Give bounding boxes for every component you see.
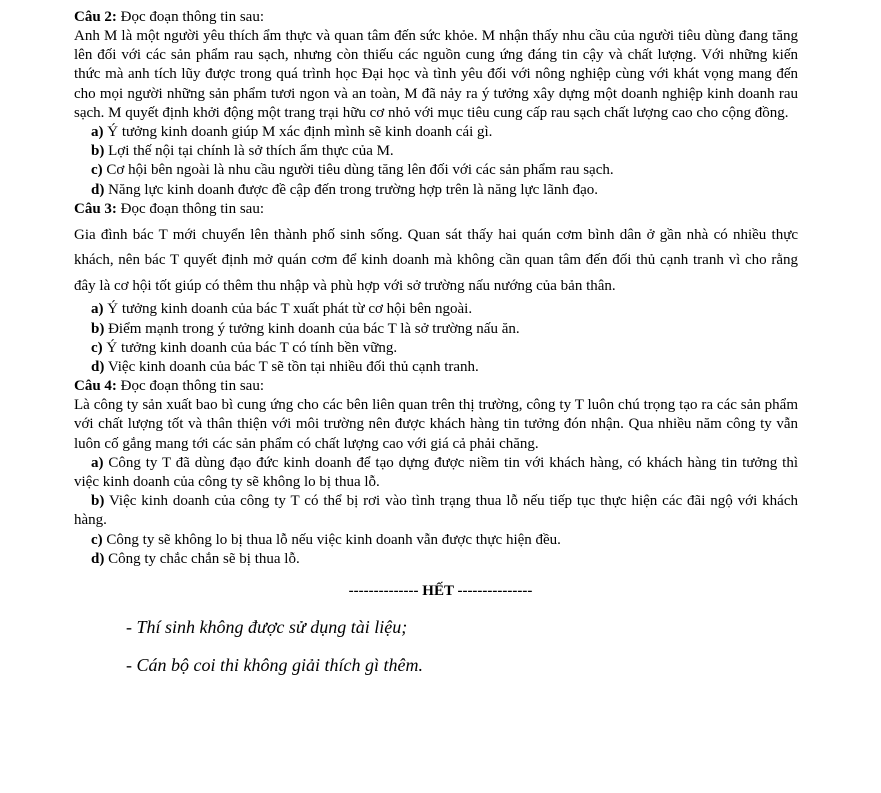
footer-note-2: - Cán bộ coi thi không giải thích gì thêm.: [126, 654, 423, 675]
end-marker: -------------- HẾT ---------------: [348, 582, 533, 599]
question-4-option-c: [74, 531, 798, 550]
question-2-option-b: [74, 142, 798, 161]
option-letter: b): [91, 320, 105, 337]
option-text: Việc kinh doanh của công ty T có thể bị rơi vào tình trạng thua lỗ nếu tiếp tục thực hiện các đãi ngộ với khách hàng.: [74, 493, 798, 529]
question-2-option-a: [74, 123, 798, 142]
question-3-heading: [74, 200, 798, 219]
question-3-option-a: [74, 300, 798, 319]
option-text: Công ty chắc chắn sẽ bị thua lỗ.: [108, 550, 300, 567]
option-text: Cơ hội bên ngoài là nhu cầu người tiêu dùng tăng lên đối với các sản phẩm rau sạch.: [106, 162, 614, 179]
question-3-instruction: Đọc đoạn thông tin sau:: [120, 200, 264, 217]
question-3-option-d: [74, 358, 798, 377]
option-text: Ý tưởng kinh doanh của bác T xuất phát từ cơ hội bên ngoài.: [107, 301, 473, 318]
option-letter: a): [91, 454, 104, 471]
question-4: [74, 377, 798, 569]
option-letter: c): [91, 162, 103, 179]
footer-note-1: - Thí sinh không được sử dụng tài liệu;: [126, 616, 408, 637]
question-4-instruction: Đọc đoạn thông tin sau:: [120, 378, 264, 395]
exam-page: [74, 8, 798, 676]
option-letter: d): [91, 181, 105, 198]
option-text: Năng lực kinh doanh được đề cập đến trong trường hợp trên là năng lực lãnh đạo.: [108, 181, 599, 198]
question-2-heading: [74, 8, 798, 27]
option-letter: d): [91, 358, 105, 375]
option-letter: b): [91, 143, 105, 160]
question-2-label: Câu 2:: [74, 9, 117, 25]
question-3-passage: Gia đình bác T mới chuyển lên thành phố sinh sống. Quan sát thấy hai quán cơm bình dân ở gần nhà có nhiều thực khách, nên bác T quyết định mở quán cơm để kinh doanh mà không cần quan tâm đến đối thủ cạnh tranh vì cho rằng đây là cơ hội tốt giúp có thêm thu nhập và phù hợp với sở trường nấu nướng của bản thân.: [74, 226, 798, 294]
option-text: Lợi thế nội tại chính là sở thích ẩm thực của M.: [108, 143, 394, 160]
question-2-passage: Anh M là một người yêu thích ẩm thực và quan tâm đến sức khỏe. M nhận thấy nhu cầu của người tiêu dùng đang tăng lên đối với các sản phẩm rau sạch, nhưng còn thiếu các nguồn cung ứng đáng tin cậy và chất lượng. Với những kiến thức mà anh tích lũy được trong quá trình học Đại học và tình yêu đối với nông nghiệp cùng với khát vọng mang đến cho mọi người những sản phẩm tươi ngon và an toàn, M đã nảy ra ý tưởng xây dựng một doanh nghiệp kinh doanh rau sạch. M quyết định khởi động một trang trại hữu cơ nhỏ với mục tiêu cung cấp rau sạch chất lượng cao cho cộng đồng.: [74, 28, 798, 121]
question-3-option-c: [74, 339, 798, 358]
option-text: Việc kinh doanh của bác T sẽ tồn tại nhiều đối thủ cạnh tranh.: [107, 358, 479, 375]
option-text: Ý tưởng kinh doanh của bác T có tính bền vững.: [106, 339, 398, 356]
question-4-option-d: [74, 550, 798, 569]
question-4-option-a: [74, 454, 798, 492]
option-letter: a): [91, 301, 104, 318]
question-4-heading: [74, 377, 798, 396]
question-2-option-d: [74, 181, 798, 200]
question-2-option-c: [74, 161, 798, 180]
question-2-instruction: Đọc đoạn thông tin sau:: [120, 9, 264, 25]
option-letter: c): [91, 339, 103, 356]
option-letter: a): [91, 124, 104, 141]
option-letter: b): [91, 493, 105, 510]
question-3-label: Câu 3:: [74, 200, 117, 217]
question-2: [74, 8, 798, 200]
option-text: Công ty sẽ không lo bị thua lỗ nếu việc kinh doanh vẫn được thực hiện đều.: [106, 531, 561, 548]
question-3-option-b: [74, 320, 798, 339]
option-text: Công ty T đã dùng đạo đức kinh doanh để tạo dựng được niềm tin với khách hàng, có khách hàng tin tưởng thì việc kinh doanh của công ty sẽ không lo bị thua lỗ.: [74, 454, 799, 490]
question-4-option-b: [74, 492, 798, 530]
question-4-label: Câu 4:: [74, 378, 117, 395]
option-letter: c): [91, 531, 103, 548]
question-4-passage: Là công ty sản xuất bao bì cung ứng cho các bên liên quan trên thị trường, công ty T luôn chú trọng tạo ra các sản phẩm với chất lượng tốt và thân thiện với môi trường nên được khách hàng tin tưởng đón nhận. Qua nhiều năm công ty vẫn luôn cố gắng mang tới các sản phẩm có chất lượng cao với giá cả phải chăng.: [74, 397, 798, 452]
option-text: Ý tưởng kinh doanh giúp M xác định mình sẽ kinh doanh cái gì.: [107, 124, 493, 141]
option-letter: d): [91, 550, 105, 567]
option-text: Điểm mạnh trong ý tưởng kinh doanh của bác T là sở trường nấu ăn.: [108, 320, 520, 337]
question-3: [74, 200, 798, 377]
